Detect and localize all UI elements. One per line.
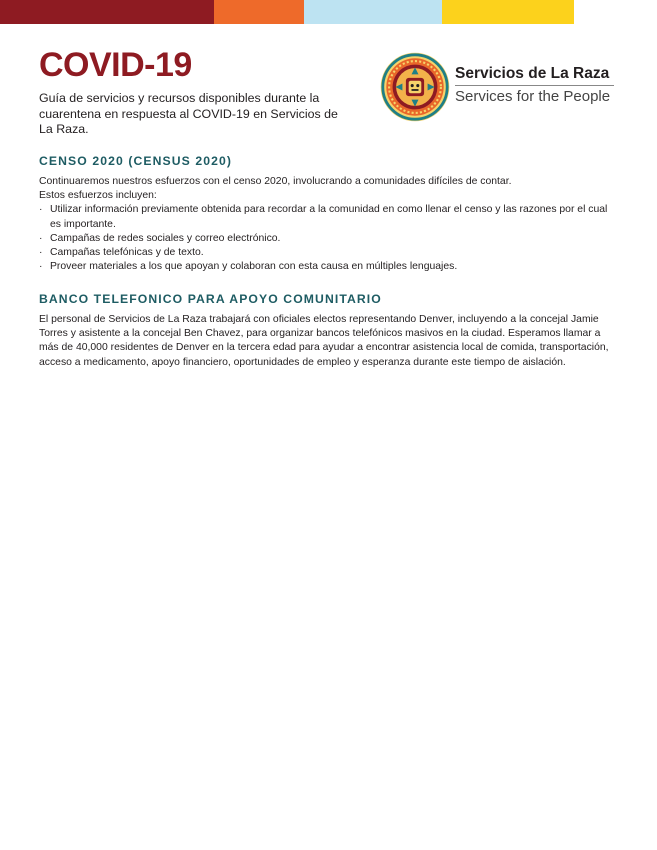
section-paragraph: El personal de Servicios de La Raza trabajará con oficiales electos representando Denver, incluyendo a la concejal Jamie Torres y asistente a la concejal Ben Chavez, para organizar bancos telefónicos masivos en la ciudad. Esperamos llamar a más de 40,000 residentes de Denver en la tercera edad para ayudar a encontrar asistencia local de comida, transportación, acceso a medicamento, apoyo financiero, oportunidades de empleo y esperanza durante este tiempo de aislación. (39, 314, 609, 368)
list-item-text: Campañas telefónicas y de texto. (50, 247, 204, 259)
section-paragraph: Continuaremos nuestros esfuerzos con el censo 2020, involucrando a comunidades difíciles de contar. (39, 176, 512, 187)
page-subtitle: Guía de servicios y recursos disponibles durante la cuarentena en respuesta al COVID-19 en Servicios de La Raza. (39, 91, 338, 136)
bullet-icon: · (39, 261, 43, 273)
section-heading: CENSO 2020 (CENSUS 2020) (39, 154, 233, 168)
bullet-list (39, 203, 619, 274)
section-paragraph: Estos esfuerzos incluyen: (39, 190, 157, 202)
list-item-text: Campañas de redes sociales y correo electrónico. (50, 232, 281, 244)
section-phone-bank (39, 291, 619, 370)
list-item-text: Utilizar información previamente obtenida para recordar a la comunidad en como llenar el censo y las razones por el cual es importante. (50, 204, 608, 230)
list-item (39, 260, 619, 274)
header-color-bar (0, 0, 574, 24)
color-bar-blue (304, 0, 442, 24)
list-item (39, 232, 619, 246)
color-bar-red (0, 0, 214, 24)
color-bar-orange (214, 0, 304, 24)
org-tagline: Services for the People (455, 88, 611, 105)
aztec-sun-seal-icon (380, 52, 450, 122)
page-title: COVID-19 (39, 46, 192, 84)
list-item-text: Proveer materiales a los que apoyan y colaboran con esta causa en múltiples lenguajes. (50, 261, 458, 273)
section-census (39, 153, 619, 274)
bullet-icon: · (39, 247, 43, 259)
org-divider (455, 85, 614, 86)
org-name: Servicios de La Raza (455, 65, 610, 82)
bullet-icon: · (39, 232, 43, 244)
color-bar-yellow (442, 0, 574, 24)
section-heading: BANCO TELEFONICO PARA APOYO COMUNITARIO (39, 292, 382, 306)
bullet-icon: · (39, 204, 43, 216)
list-item (39, 246, 619, 260)
list-item (39, 203, 619, 231)
